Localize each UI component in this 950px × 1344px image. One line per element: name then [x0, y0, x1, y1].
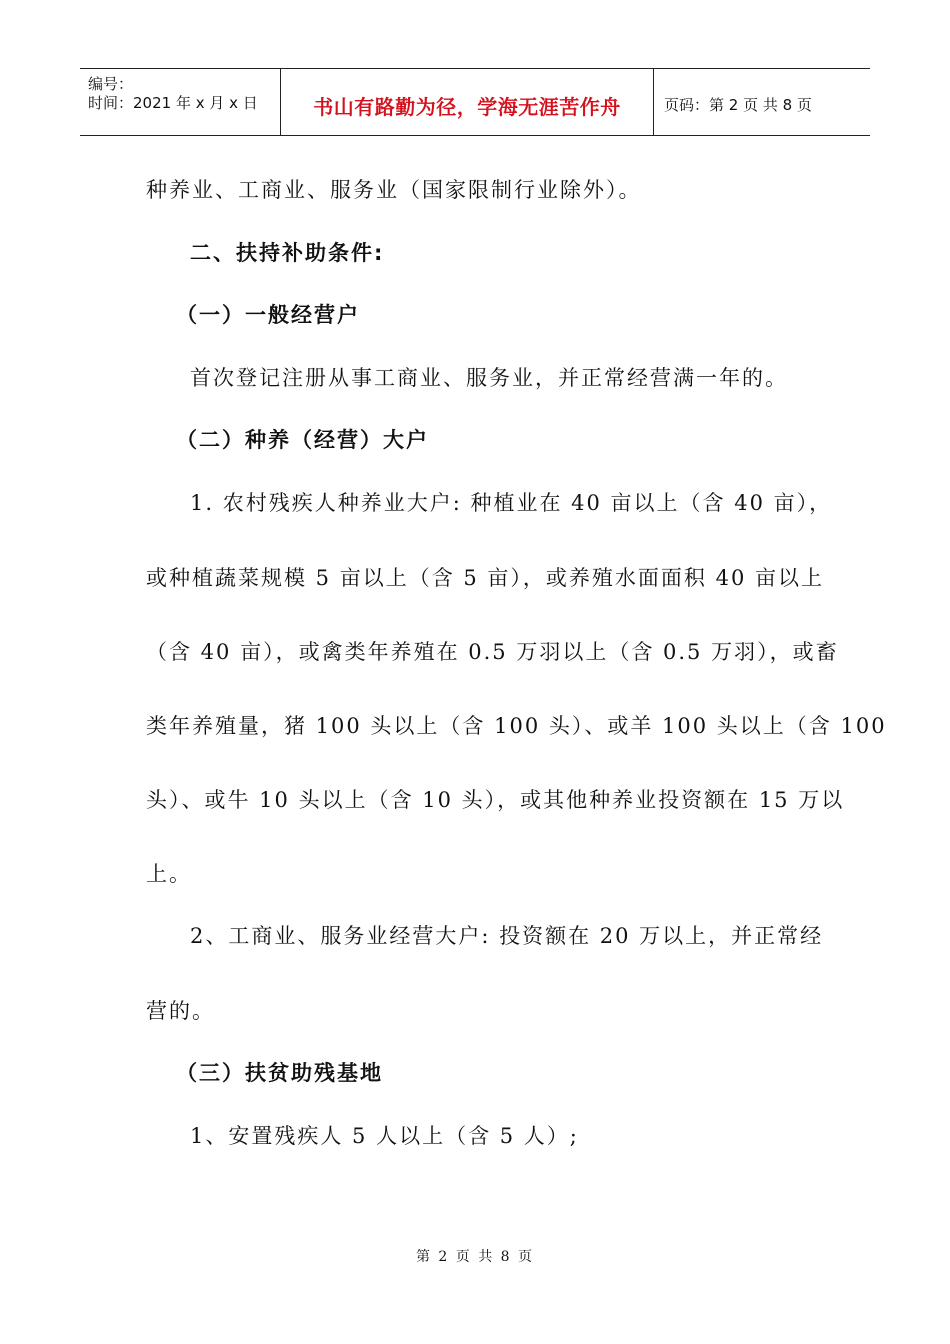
paragraph-line: 或种植蔬菜规模 5 亩以上（含 5 亩），或养殖水面面积 40 亩以上 — [146, 566, 824, 590]
header-motto: 书山有路勤为径，学海无涯苦作舟 — [313, 95, 621, 119]
paragraph-line: 营的。 — [146, 999, 215, 1023]
header-page-cell — [654, 69, 870, 135]
paragraph-line: 种养业、工商业、服务业（国家限制行业除外）。 — [146, 178, 642, 202]
subsection-heading: （二）种养（经营）大户 — [176, 428, 429, 452]
subsection-heading: （一）一般经营户 — [176, 303, 360, 327]
subsection-heading: （三）扶贫助残基地 — [176, 1061, 383, 1085]
document-number-label: 编号： — [88, 75, 134, 93]
paragraph-line: 类年养殖量，猪 100 头以上（含 100 头）、或羊 100 头以上（含 100 — [146, 714, 887, 738]
paragraph-line: （含 40 亩），或禽类年养殖在 0.5 万羽以上（含 0.5 万羽），或畜 — [146, 640, 839, 664]
page-header — [80, 68, 870, 136]
page-footer-number: 第 2 页 共 8 页 — [415, 1249, 535, 1265]
header-motto-cell — [281, 69, 654, 135]
header-meta-cell — [80, 69, 281, 135]
paragraph-line: 1. 农村残疾人种养业大户: 种植业在 40 亩以上（含 40 亩）， — [190, 491, 833, 515]
header-page-number: 页码：第 2 页 共 8 页 — [664, 96, 812, 114]
document-date: 时间：2021 年 x 月 x 日 — [88, 94, 258, 112]
paragraph-line: 2、工商业、服务业经营大户: 投资额在 20 万以上，并正常经 — [190, 924, 824, 948]
paragraph-line: 首次登记注册从事工商业、服务业，并正常经营满一年的。 — [190, 366, 788, 390]
paragraph-line: 头）、或牛 10 头以上（含 10 头），或其他种养业投资额在 15 万以 — [146, 788, 845, 812]
section-heading: 二、扶持补助条件: — [190, 241, 385, 265]
paragraph-line: 上。 — [146, 862, 192, 886]
paragraph-line: 1、安置残疾人 5 人以上（含 5 人）; — [190, 1124, 579, 1148]
